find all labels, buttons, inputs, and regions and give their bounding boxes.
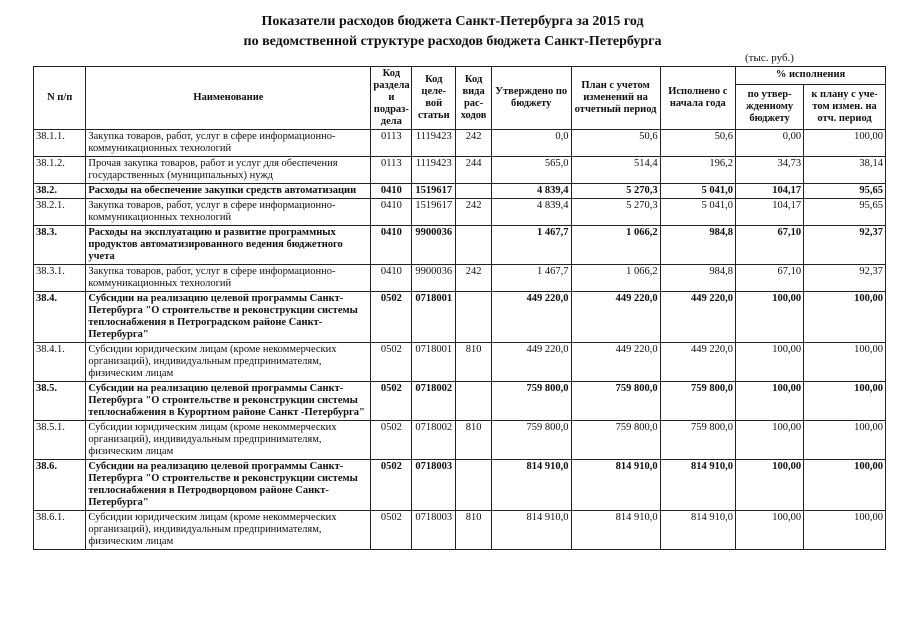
row-name: Субсидии на реализацию целевой программы Санкт-Петербурга "О строительстве и реконструкции системы теплоснабжения в Петроградском районе Санкт-Петербурга" bbox=[86, 292, 371, 343]
header-pct-approved: по утвер-жденному бюджету bbox=[736, 84, 804, 130]
row-executed: 196,2 bbox=[660, 157, 735, 184]
header-plan: План с учетом изменений на отчетный период bbox=[571, 67, 660, 130]
row-pct-approved: 100,00 bbox=[736, 382, 804, 421]
row-executed: 759 800,0 bbox=[660, 421, 735, 460]
row-kind-code: 242 bbox=[456, 265, 492, 292]
row-approved: 1 467,7 bbox=[491, 226, 571, 265]
row-number: 38.2.1. bbox=[34, 199, 86, 226]
row-pct-plan: 100,00 bbox=[804, 460, 886, 511]
row-number: 38.3.1. bbox=[34, 265, 86, 292]
header-num: N п/п bbox=[34, 67, 86, 130]
row-executed: 50,6 bbox=[660, 130, 735, 157]
row-name: Закупка товаров, работ, услуг в сфере информационно-коммуникационных технологий bbox=[86, 199, 371, 226]
row-number: 38.4. bbox=[34, 292, 86, 343]
row-plan: 1 066,2 bbox=[571, 226, 660, 265]
row-approved: 0,0 bbox=[491, 130, 571, 157]
row-article-code: 1519617 bbox=[412, 199, 456, 226]
row-section-code: 0113 bbox=[371, 130, 412, 157]
table-row bbox=[34, 199, 886, 226]
table-row bbox=[34, 460, 886, 511]
header-executed: Исполнено с начала года bbox=[660, 67, 735, 130]
header-kind: Код вида рас-ходов bbox=[456, 67, 492, 130]
row-executed: 5 041,0 bbox=[660, 199, 735, 226]
row-pct-approved: 100,00 bbox=[736, 421, 804, 460]
row-pct-plan: 92,37 bbox=[804, 226, 886, 265]
row-article-code: 0718003 bbox=[412, 511, 456, 550]
table-row bbox=[34, 226, 886, 265]
row-executed: 814 910,0 bbox=[660, 511, 735, 550]
row-pct-approved: 104,17 bbox=[736, 184, 804, 199]
table-row bbox=[34, 157, 886, 184]
row-section-code: 0502 bbox=[371, 460, 412, 511]
row-plan: 1 066,2 bbox=[571, 265, 660, 292]
row-plan: 759 800,0 bbox=[571, 382, 660, 421]
row-pct-approved: 104,17 bbox=[736, 199, 804, 226]
row-pct-plan: 100,00 bbox=[804, 382, 886, 421]
header-pct: % исполнения bbox=[736, 67, 886, 85]
row-article-code: 0718003 bbox=[412, 460, 456, 511]
row-executed: 449 220,0 bbox=[660, 292, 735, 343]
row-name: Субсидии юридическим лицам (кроме некоммерческих организаций), индивидуальным предпринимателям, физическим лицам bbox=[86, 511, 371, 550]
row-pct-plan: 100,00 bbox=[804, 292, 886, 343]
table-body bbox=[34, 130, 886, 550]
row-article-code: 1519617 bbox=[412, 184, 456, 199]
table-row bbox=[34, 292, 886, 343]
header-pct-plan: к плану с уче-том измен. на отч. период bbox=[804, 84, 886, 130]
row-kind-code bbox=[456, 292, 492, 343]
row-article-code: 9900036 bbox=[412, 226, 456, 265]
row-executed: 984,8 bbox=[660, 226, 735, 265]
row-section-code: 0502 bbox=[371, 292, 412, 343]
row-pct-plan: 95,65 bbox=[804, 184, 886, 199]
row-plan: 50,6 bbox=[571, 130, 660, 157]
row-pct-approved: 0,00 bbox=[736, 130, 804, 157]
header-section: Код раздела и подраз-дела bbox=[371, 67, 412, 130]
row-number: 38.5.1. bbox=[34, 421, 86, 460]
row-section-code: 0410 bbox=[371, 184, 412, 199]
row-plan: 514,4 bbox=[571, 157, 660, 184]
row-approved: 1 467,7 bbox=[491, 265, 571, 292]
table-row bbox=[34, 421, 886, 460]
row-name: Прочая закупка товаров, работ и услуг для обеспечения государственных (муниципальных) нужд bbox=[86, 157, 371, 184]
row-article-code: 0718002 bbox=[412, 382, 456, 421]
budget-table bbox=[33, 66, 886, 550]
row-kind-code: 810 bbox=[456, 421, 492, 460]
row-plan: 5 270,3 bbox=[571, 184, 660, 199]
row-section-code: 0410 bbox=[371, 199, 412, 226]
row-name: Субсидии на реализацию целевой программы Санкт-Петербурга "О строительстве и реконструкции системы теплоснабжения в Петродворцовом районе Санкт-Петербурга" bbox=[86, 460, 371, 511]
row-kind-code bbox=[456, 184, 492, 199]
row-approved: 814 910,0 bbox=[491, 511, 571, 550]
header-article: Код целе-вой статьи bbox=[412, 67, 456, 130]
row-kind-code bbox=[456, 226, 492, 265]
row-section-code: 0502 bbox=[371, 382, 412, 421]
table-row bbox=[34, 382, 886, 421]
row-pct-approved: 34,73 bbox=[736, 157, 804, 184]
row-name: Субсидии на реализацию целевой программы Санкт-Петербурга "О строительстве и реконструкции системы теплоснабжения в Курортном районе Санкт -Петербурга" bbox=[86, 382, 371, 421]
table-row bbox=[34, 511, 886, 550]
table-row bbox=[34, 130, 886, 157]
row-approved: 814 910,0 bbox=[491, 460, 571, 511]
row-pct-plan: 100,00 bbox=[804, 130, 886, 157]
row-article-code: 0718001 bbox=[412, 343, 456, 382]
row-name: Расходы на обеспечение закупки средств автоматизации bbox=[86, 184, 371, 199]
row-pct-approved: 100,00 bbox=[736, 292, 804, 343]
row-article-code: 0718002 bbox=[412, 421, 456, 460]
row-number: 38.1.1. bbox=[34, 130, 86, 157]
row-kind-code bbox=[456, 382, 492, 421]
row-section-code: 0113 bbox=[371, 157, 412, 184]
row-plan: 449 220,0 bbox=[571, 292, 660, 343]
row-approved: 449 220,0 bbox=[491, 343, 571, 382]
table-row bbox=[34, 265, 886, 292]
row-pct-approved: 67,10 bbox=[736, 265, 804, 292]
row-name: Субсидии юридическим лицам (кроме некоммерческих организаций), индивидуальным предпринимателям, физическим лицам bbox=[86, 343, 371, 382]
row-kind-code: 810 bbox=[456, 343, 492, 382]
row-approved: 759 800,0 bbox=[491, 382, 571, 421]
row-name: Субсидии юридическим лицам (кроме некоммерческих организаций), индивидуальным предпринимателям, физическим лицам bbox=[86, 421, 371, 460]
row-section-code: 0502 bbox=[371, 421, 412, 460]
row-pct-plan: 100,00 bbox=[804, 343, 886, 382]
row-approved: 565,0 bbox=[491, 157, 571, 184]
row-number: 38.2. bbox=[34, 184, 86, 199]
row-approved: 449 220,0 bbox=[491, 292, 571, 343]
units-label: (тыс. руб.) bbox=[745, 52, 794, 64]
row-pct-plan: 92,37 bbox=[804, 265, 886, 292]
row-plan: 814 910,0 bbox=[571, 460, 660, 511]
row-name: Расходы на эксплуатацию и развитие программных продуктов автоматизированного ведения бюджетного учета bbox=[86, 226, 371, 265]
row-kind-code: 244 bbox=[456, 157, 492, 184]
row-plan: 449 220,0 bbox=[571, 343, 660, 382]
row-article-code: 1119423 bbox=[412, 130, 456, 157]
row-article-code: 0718001 bbox=[412, 292, 456, 343]
row-plan: 814 910,0 bbox=[571, 511, 660, 550]
row-article-code: 1119423 bbox=[412, 157, 456, 184]
row-plan: 759 800,0 bbox=[571, 421, 660, 460]
row-number: 38.1.2. bbox=[34, 157, 86, 184]
row-executed: 5 041,0 bbox=[660, 184, 735, 199]
row-kind-code: 242 bbox=[456, 199, 492, 226]
table-header bbox=[34, 67, 886, 130]
row-executed: 984,8 bbox=[660, 265, 735, 292]
row-plan: 5 270,3 bbox=[571, 199, 660, 226]
row-pct-approved: 100,00 bbox=[736, 460, 804, 511]
row-section-code: 0410 bbox=[371, 265, 412, 292]
header-name: Наименование bbox=[86, 67, 371, 130]
row-section-code: 0502 bbox=[371, 343, 412, 382]
row-pct-plan: 38,14 bbox=[804, 157, 886, 184]
row-number: 38.6.1. bbox=[34, 511, 86, 550]
row-kind-code bbox=[456, 460, 492, 511]
row-name: Закупка товаров, работ, услуг в сфере информационно-коммуникационных технологий bbox=[86, 130, 371, 157]
row-approved: 4 839,4 bbox=[491, 199, 571, 226]
row-section-code: 0502 bbox=[371, 511, 412, 550]
row-executed: 814 910,0 bbox=[660, 460, 735, 511]
row-pct-plan: 100,00 bbox=[804, 511, 886, 550]
row-name: Закупка товаров, работ, услуг в сфере информационно-коммуникационных технологий bbox=[86, 265, 371, 292]
row-approved: 4 839,4 bbox=[491, 184, 571, 199]
row-pct-approved: 100,00 bbox=[736, 343, 804, 382]
document-subtitle: по ведомственной структуре расходов бюджета Санкт-Петербурга bbox=[243, 34, 662, 49]
row-article-code: 9900036 bbox=[412, 265, 456, 292]
row-kind-code: 810 bbox=[456, 511, 492, 550]
table-row bbox=[34, 343, 886, 382]
row-number: 38.3. bbox=[34, 226, 86, 265]
table-row bbox=[34, 184, 886, 199]
document-title: Показатели расходов бюджета Санкт-Петербурга за 2015 год bbox=[261, 14, 644, 29]
row-pct-approved: 100,00 bbox=[736, 511, 804, 550]
row-section-code: 0410 bbox=[371, 226, 412, 265]
row-pct-plan: 95,65 bbox=[804, 199, 886, 226]
row-executed: 759 800,0 bbox=[660, 382, 735, 421]
row-number: 38.6. bbox=[34, 460, 86, 511]
row-pct-plan: 100,00 bbox=[804, 421, 886, 460]
header-approved: Утверждено по бюджету bbox=[491, 67, 571, 130]
row-approved: 759 800,0 bbox=[491, 421, 571, 460]
row-kind-code: 242 bbox=[456, 130, 492, 157]
row-pct-approved: 67,10 bbox=[736, 226, 804, 265]
row-number: 38.5. bbox=[34, 382, 86, 421]
row-executed: 449 220,0 bbox=[660, 343, 735, 382]
row-number: 38.4.1. bbox=[34, 343, 86, 382]
